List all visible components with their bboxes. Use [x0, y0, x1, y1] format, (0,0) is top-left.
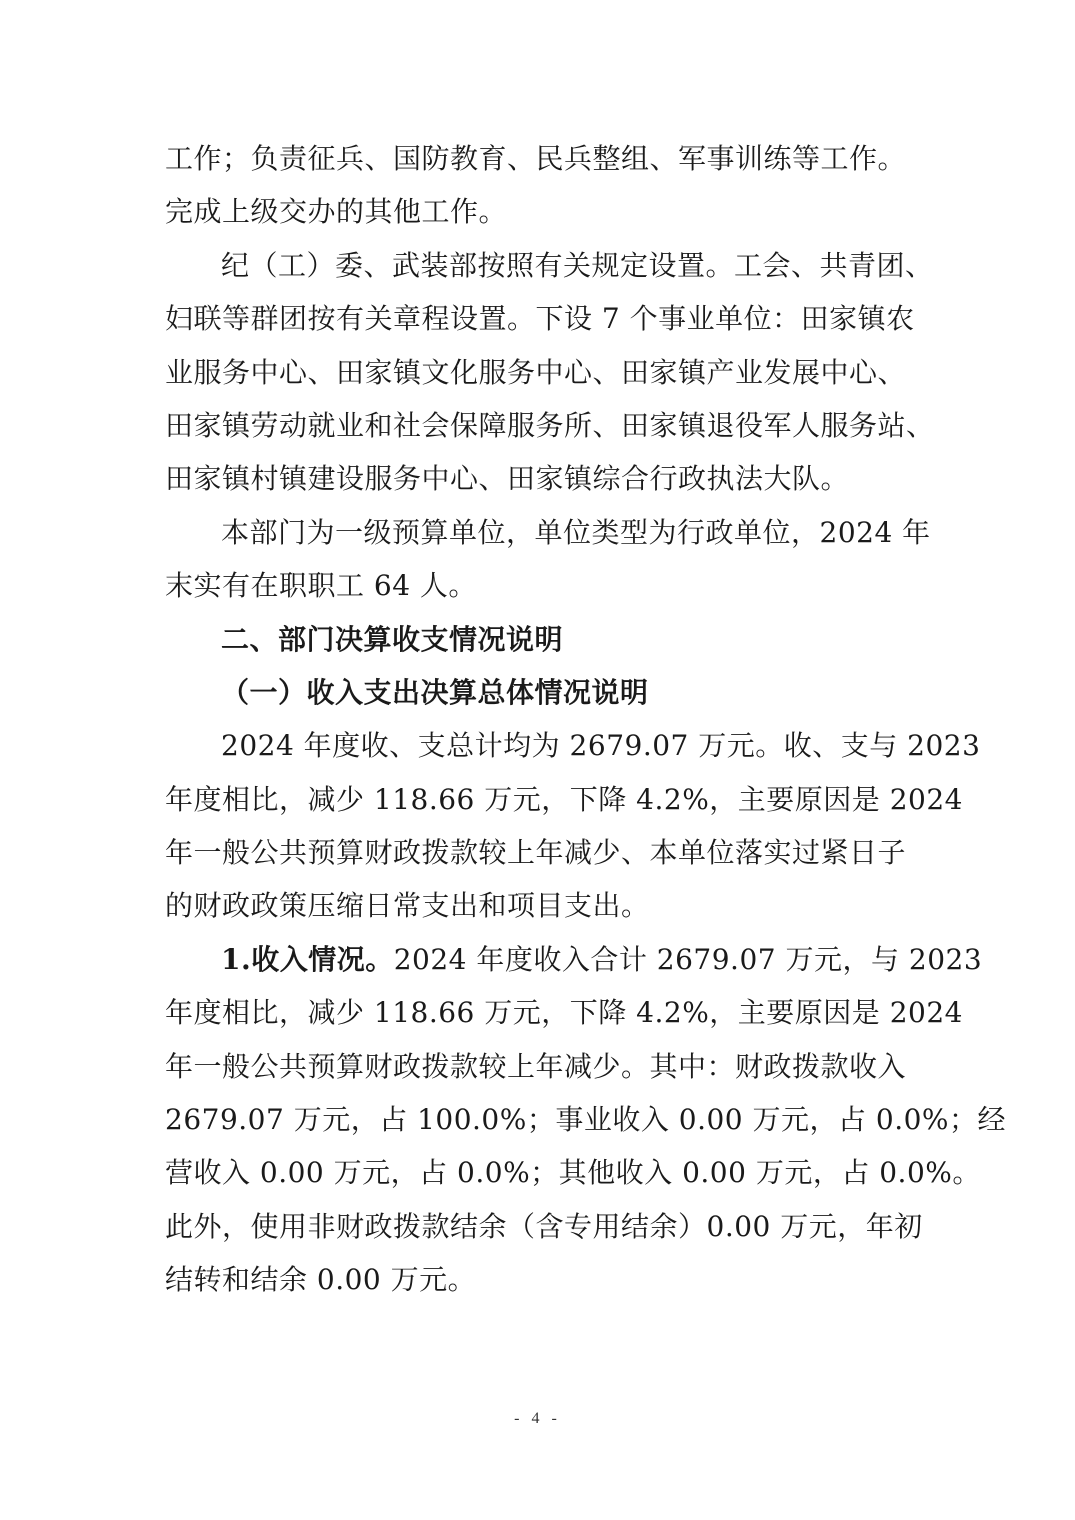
paragraph-line: 营收入 0.00 万元，占 0.0%；其他收入 0.00 万元，占 0.0%。	[165, 1156, 981, 1190]
paragraph-line: 年一般公共预算财政拨款较上年减少、本单位落实过紧日子	[165, 836, 907, 870]
paragraph-line: 此外，使用非财政拨款结余（含专用结余）0.00 万元，年初	[165, 1209, 923, 1243]
paragraph-line: 田家镇劳动就业和社会保障服务所、田家镇退役军人服务站、	[165, 408, 935, 442]
paragraph-line: 完成上级交办的其他工作。	[165, 195, 508, 229]
document-body	[165, 132, 1007, 1307]
paragraph-line	[165, 933, 983, 986]
paragraph-line: 本部门为一级预算单位，单位类型为行政单位，2024 年	[221, 515, 931, 549]
paragraph-text: 2024 年度收入合计 2679.07 万元，与 2023	[393, 942, 983, 976]
paragraph-line: 2024 年度收、支总计均为 2679.07 万元。收、支与 2023	[221, 729, 981, 763]
paragraph-line: 业服务中心、田家镇文化服务中心、田家镇产业发展中心、	[165, 355, 907, 389]
paragraph-line: 妇联等群团按有关章程设置。下设 7 个事业单位：田家镇农	[165, 302, 915, 336]
section-heading: 二、部门决算收支情况说明	[221, 622, 564, 656]
paragraph-line: 纪（工）委、武装部按照有关规定设置。工会、共青团、	[221, 248, 934, 282]
paragraph-line: 工作；负责征兵、国防教育、民兵整组、军事训练等工作。	[165, 142, 907, 175]
page-number: - 4 -	[514, 1410, 561, 1427]
subsection-heading: （一）收入支出决算总体情况说明	[221, 675, 649, 709]
paragraph-line: 年度相比，减少 118.66 万元，下降 4.2%，主要原因是 2024	[165, 996, 963, 1030]
paragraph-line: 年度相比，减少 118.66 万元，下降 4.2%，主要原因是 2024	[165, 782, 963, 816]
paragraph-line: 2679.07 万元，占 100.0%；事业收入 0.00 万元，占 0.0%；经	[165, 1103, 1007, 1137]
inline-heading: 1.收入情况。	[221, 942, 394, 976]
paragraph-line: 田家镇村镇建设服务中心、田家镇综合行政执法大队。	[165, 462, 850, 496]
paragraph-line: 末实有在职职工 64 人。	[165, 569, 477, 603]
paragraph-line: 年一般公共预算财政拨款较上年减少。其中：财政拨款收入	[165, 1049, 907, 1083]
paragraph-line: 结转和结余 0.00 万元。	[165, 1263, 477, 1297]
paragraph-line: 的财政政策压缩日常支出和项目支出。	[165, 889, 650, 923]
